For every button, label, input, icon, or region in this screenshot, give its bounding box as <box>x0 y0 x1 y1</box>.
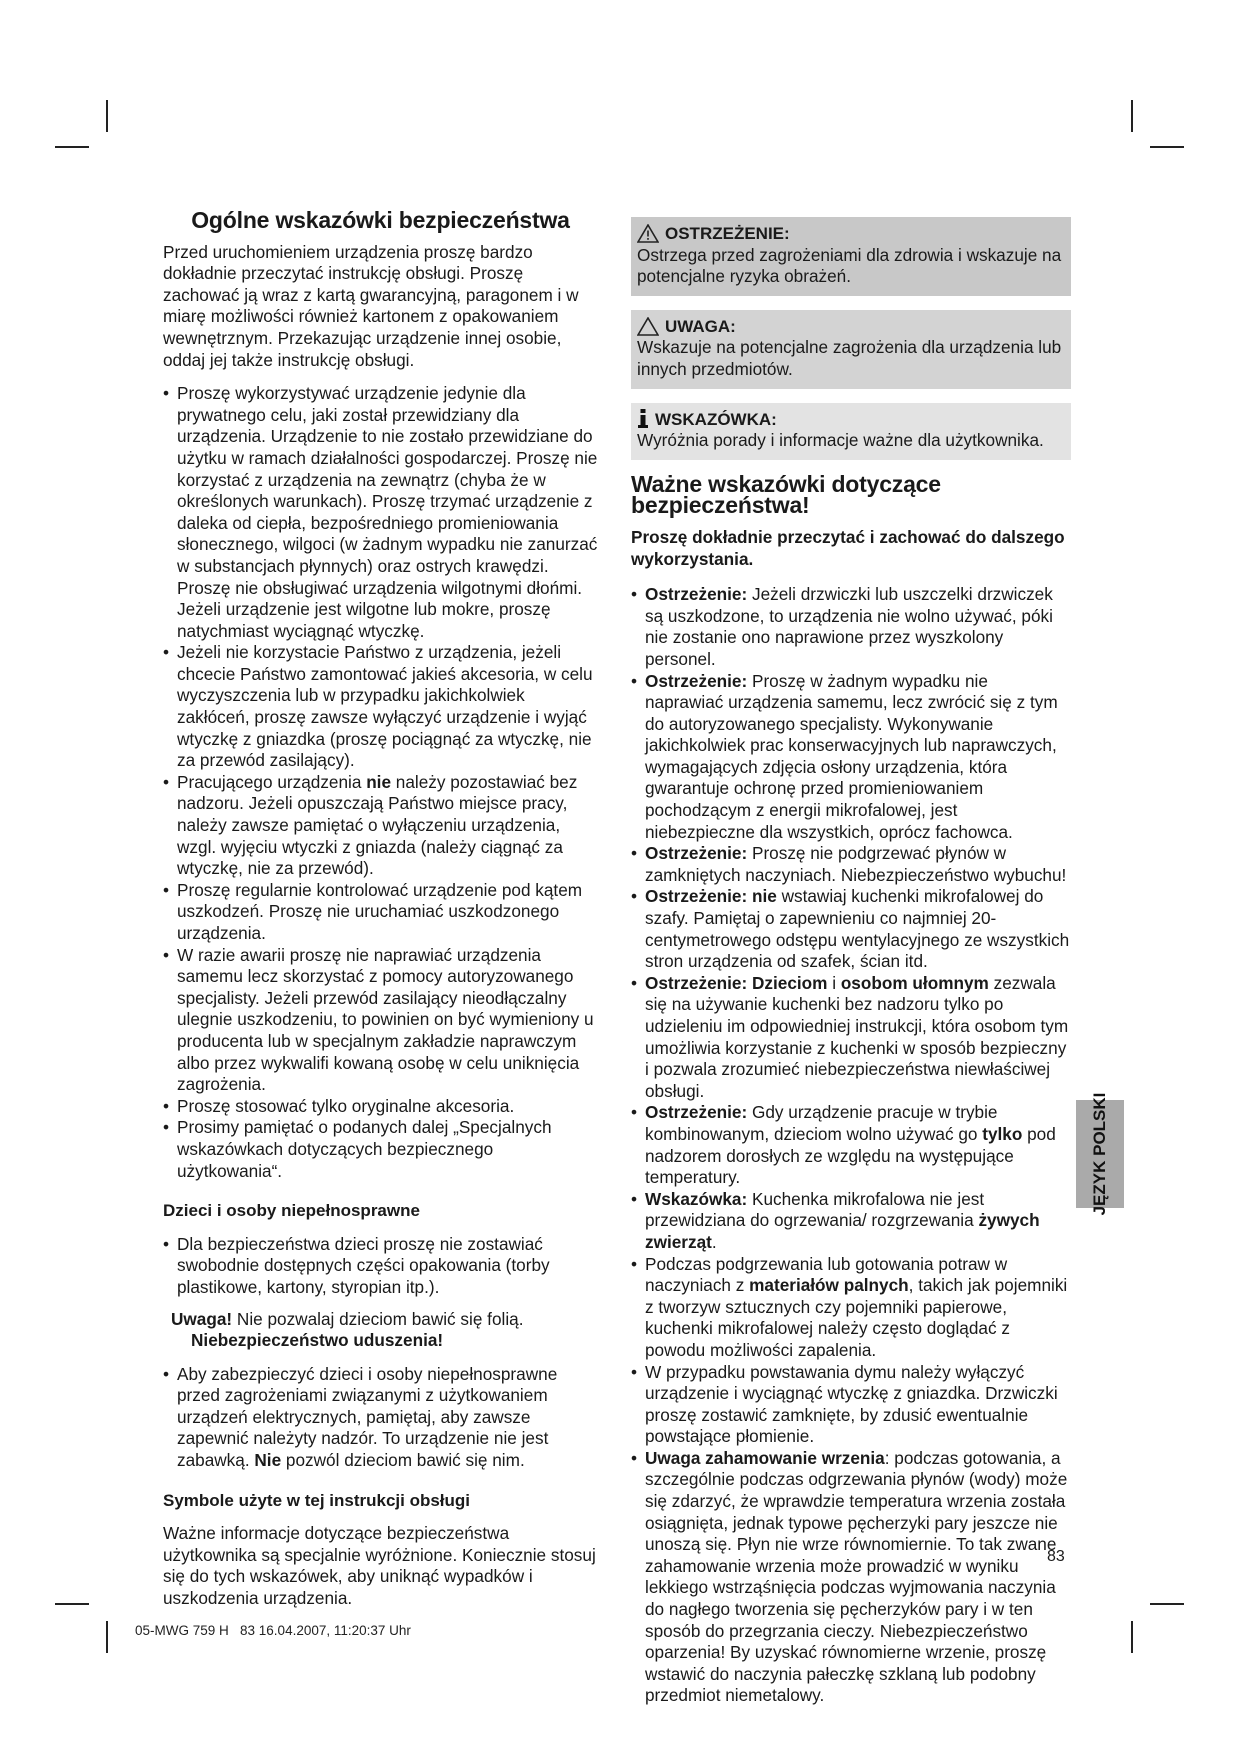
caution-triangle-icon <box>637 317 659 336</box>
text: należy pozostawiać bez nadzoru. Jeżeli opuszczają Państwo miejsce pracy, należy zawsze pamiętać o wyłączeniu urządzenia, wzgl. wyjęciu wtyczki z gniazda (należy ciągnąć za wtyczkę, nie za przewód). <box>177 771 578 879</box>
warning-box-header <box>637 223 1063 245</box>
bold-text: żywych zwierząt <box>645 1210 1040 1252</box>
item-text: : podczas gotowania, a szczególnie podczas odgrzewania płynów (wody) może się zdarzyć, że wprawdzie temperatura wrzenia została osiągnięta, jednak typowe pęcherzyki pary jeszcze nie unoszą się. Płyn nie wrze równomiernie. To tak zwane zahamowanie wrzenia może prowadzić w wyniku lekkiego wstrząśnięcia podczas wyjmowania naczynia do nagłego tworzenia się pęcherzyków pary i w ten sposób do przegrzania cieczy. Niebezpieczeństwo oparzenia! By uzyskać równomierne wrzenie, proszę wstawić do naczynia pałeczkę szklaną lub podobny przedmiot niemetalowy. <box>645 1447 1068 1706</box>
item-text: Proszę w żadnym wypadku nie naprawiać urządzenia samemu, lecz zwrócić się z tym do autoryzowanego specjalisty. Wykonywanie jakichkolwiek prac konserwacyjnych lub naprawczych, wymagających zdjęcia osłony urządzenia, która gwarantuje ochronę przed promieniowaniem pochodzącym z energii mikrofalowej, jest niebezpieczne dla wszystkich, oprócz fachowca. <box>645 670 1058 842</box>
list-item <box>631 1189 1071 1254</box>
warning-box-title: OSTRZEŻENIE: <box>665 224 790 243</box>
uwaga-text: Nie pozwalaj dzieciom bawić się folią. <box>232 1308 524 1329</box>
caution-box-text: Wskazuje na potencjalne zagrożenia dla urządzenia lub innych przedmiotów. <box>637 337 1062 379</box>
item-text: pod nadzorem dorosłych ze względu na występujące temperatury. <box>645 1123 1056 1188</box>
list-item <box>631 973 1071 1103</box>
important-list <box>631 584 1071 1707</box>
caution-box-title: UWAGA: <box>665 316 736 336</box>
list-item <box>163 1364 598 1472</box>
list-item <box>631 1102 1071 1188</box>
crop-mark <box>55 146 89 148</box>
caution-box-header <box>637 316 1063 338</box>
intro-paragraph: Przed uruchomieniem urządzenia proszę bardzo dokładnie przeczytać instrukcję obsługi. Proszę zachować ją wraz z kartą gwarancyjną, paragonem i w miarę możliwości również kartonem z opakowaniem wewnętrznym. Przekazując urządzenie innej osobie, oddaj jej także instrukcję obsługi. <box>163 241 579 370</box>
list-item <box>631 1254 1071 1362</box>
children-list-2 <box>163 1364 598 1472</box>
crop-mark <box>1150 1603 1184 1605</box>
text: Pracującego urządzenia <box>177 771 367 792</box>
list-item <box>631 584 1071 670</box>
item-text: , takich jak pojemniki z tworzyw sztucznych czy pojemniki papierowe, kuchenki mikrofalowej należy często doglądać z powodu możliwości zapalenia. <box>645 1275 1068 1360</box>
list-item: • Dla bezpieczeństwa dzieci proszę nie zostawiać swobodnie dostępnych części opakowania (torby plastikowe, kartony, styropian itp.). <box>163 1234 598 1299</box>
uwaga-label: Uwaga! <box>171 1308 233 1329</box>
list-item <box>631 671 1071 844</box>
list-item: • Proszę wykorzystywać urządzenie jedynie dla prywatnego celu, jaki został przewidziany dla urządzenia. Urządzenie to nie zostało przewidziane do użytku w ramach działalności gospodarczej. Proszę nie korzystać z urządzenia na zewnątrz (chyba że w określonych warunkach). Proszę trzymać urządzenie z daleka od ciepła, bezpośredniego promieniowania słonecznego, wilgoci (w żadnym wypadku nie zanurzać w substancjach płynnych) oraz ostrych krawędzi. Proszę nie obsługiwać urządzenia wilgotnymi dłońmi. Jeżeli urządzenie jest wilgotne lub mokre, proszę natychmiast wyciągnąć wtyczkę. <box>163 383 598 642</box>
item-text: Jeżeli drzwiczki lub uszczelki drzwiczek są uszkodzone, to urządzenia nie wolno używać, póki nie zostanie ono naprawione przez wyszkolony personel. <box>645 584 1053 669</box>
section-title: Ważne wskazówki dotyczące bezpieczeństwa! <box>631 470 941 519</box>
language-tab-label: JĘZYK POLSKI <box>1090 1092 1109 1216</box>
crop-mark <box>1131 100 1133 132</box>
list-item <box>631 1448 1071 1707</box>
section-heading: Symbole użyte w tej instrukcji obsługi <box>163 1490 471 1510</box>
warning-triangle-icon <box>637 224 659 243</box>
item-label: Ostrzeżenie: Dzieciom <box>645 972 828 993</box>
list-item <box>631 843 1071 886</box>
item-label: Ostrzeżenie: nie <box>645 886 777 907</box>
item-text: wstawiaj kuchenki mikrofalowej do szafy. Pamiętaj o zapewnieniu co najmniej 20-centymetrowego odstępu wentylacyjnego ze wszystkich stron urządzenia od szafek, ścian itd. <box>645 886 1070 972</box>
tip-box-text: Wyróżnia porady i informacje ważne dla użytkownika. <box>637 430 1044 451</box>
section-heading: Dzieci i osoby niepełnosprawne <box>163 1201 420 1221</box>
crop-mark <box>106 100 108 132</box>
item-text: i <box>827 972 841 993</box>
item-label: Ostrzeżenie: <box>645 584 748 605</box>
page-number: 83 <box>1047 1548 1065 1565</box>
list-item: • Jeżeli nie korzystacie Państwo z urządzenia, jeżeli chcecie Państwo zamontować jakieś akcesoria, w celu wyczyszczenia lub w przypadku jakichkolwiek zakłóceń, proszę zawsze wyłączyć urządzenie i wyjąć wtyczkę z gniazdka (proszę pociągnąć za wtyczkę, nie za przewód zasilający). <box>163 642 598 772</box>
uwaga-warning: Niebezpieczeństwo uduszenia! <box>191 1330 444 1351</box>
caution-box <box>631 310 1071 389</box>
crop-mark <box>106 1621 108 1653</box>
list-item: • Prosimy pamiętać o podanych dalej „Specjalnych wskazówkach dotyczących bezpiecznego użytkowania“. <box>163 1117 598 1182</box>
list-item: • Proszę stosować tylko oryginalne akcesoria. <box>163 1096 598 1118</box>
item-text: Podczas podgrzewania lub gotowania potraw w naczyniach z <box>645 1253 1008 1296</box>
symbols-paragraph: Ważne informacje dotyczące bezpieczeństwa użytkownika są specjalnie wyróżnione. Koniecznie stosuj się do tych wskazówek, aby uniknąć wypadków i uszkodzenia urządzenia. <box>163 1523 596 1609</box>
bold-text: tylko <box>982 1123 1023 1144</box>
item-label: osobom ułomnym <box>840 972 989 993</box>
crop-mark <box>1150 146 1184 148</box>
bold-text: nie <box>366 771 392 792</box>
item-label: Ostrzeżenie: <box>645 843 748 864</box>
warning-box <box>631 217 1071 296</box>
tip-box-header <box>637 409 1063 431</box>
item-text: . <box>711 1231 717 1252</box>
left-column <box>163 207 598 1622</box>
safety-list <box>163 383 598 1182</box>
list-item <box>631 886 1071 972</box>
crop-mark <box>1131 1621 1133 1653</box>
item-label: Ostrzeżenie: <box>645 1102 748 1123</box>
list-item: • W razie awarii proszę nie naprawiać urządzenia samemu lecz skorzystać z pomocy autoryzowanego specjalisty. Jeżeli przewód zasilający nieodłączalny ulegnie uszkodzeniu, to powinien on być wymieniony u producenta lub w specjalnym zakładzie naprawczym albo przez wykwalifi kowaną osobę w celu uniknięcia zagrożenia. <box>163 945 598 1096</box>
item-text: Kuchenka mikrofalowa nie jest przewidziana do ogrzewania/ rozgrzewania <box>645 1188 985 1231</box>
lead-text: Proszę dokładnie przeczytać i zachować do dalszego wykorzystania. <box>631 526 1065 569</box>
text: pozwól dzieciom bawić się nim. <box>281 1450 525 1471</box>
children-list <box>163 1234 598 1299</box>
item-label: Ostrzeżenie: <box>645 670 748 691</box>
bold-text: Nie <box>254 1450 282 1471</box>
tip-box-title: WSKAZÓWKA: <box>655 409 777 429</box>
item-text: Gdy urządzenie pracuje w trybie kombinowanym, dzieciom wolno używać go <box>645 1102 998 1144</box>
warning-box-text: Ostrzega przed zagrożeniami dla zdrowia i wskazuje na potencjalne ryzyka obrażeń. <box>637 244 1062 287</box>
right-column <box>631 217 1071 1717</box>
list-item <box>163 772 598 880</box>
page-title: Ogólne wskazówki bezpieczeństwa <box>191 207 570 233</box>
tip-box <box>631 403 1071 460</box>
list-item: • Proszę regularnie kontrolować urządzenie pod kątem uszkodzeń. Proszę nie uruchamiać uszkodzonego urządzenia. <box>163 880 598 945</box>
list-item: • W przypadku powstawania dymu należy wyłączyć urządzenie i wyciągnąć wtyczkę z gniazdka. Drzwiczki proszę zostawić zamknięte, by zdusić ewentualnie powstające płomienie. <box>631 1362 1071 1448</box>
print-footer: 05-MWG 759 H 83 16.04.2007, 11:20:37 Uhr <box>135 1623 411 1638</box>
item-text: zezwala się na używanie kuchenki bez nadzoru tylko po udzieleniu im odpowiedniej instrukcji, która osobom tym umożliwia korzystanie z kuchenki w sposób bezpieczny i pozwala zrozumieć niebezpieczeństwa niewłaściwej obsługi. <box>645 972 1069 1101</box>
item-label: Uwaga zahamowanie wrzenia <box>645 1447 885 1468</box>
item-label: Wskazówka: <box>645 1188 748 1209</box>
text: Aby zabezpieczyć dzieci i osoby niepełnosprawne przed zagrożeniami związanymi z użytkowaniem urządzeń elektrycznych, pamiętaj, aby zawsze zapewnić należyty nadzór. To urządzenie nie jest zabawką. <box>177 1363 558 1471</box>
item-text: Proszę nie podgrzewać płynów w zamkniętych naczyniach. Niebezpieczeństwo wybuchu! <box>645 843 1067 885</box>
language-tab <box>1076 1092 1124 1216</box>
crop-mark <box>55 1603 89 1605</box>
info-icon <box>637 409 649 429</box>
uwaga-note <box>163 1309 598 1352</box>
bold-text: materiałów palnych <box>749 1275 909 1296</box>
